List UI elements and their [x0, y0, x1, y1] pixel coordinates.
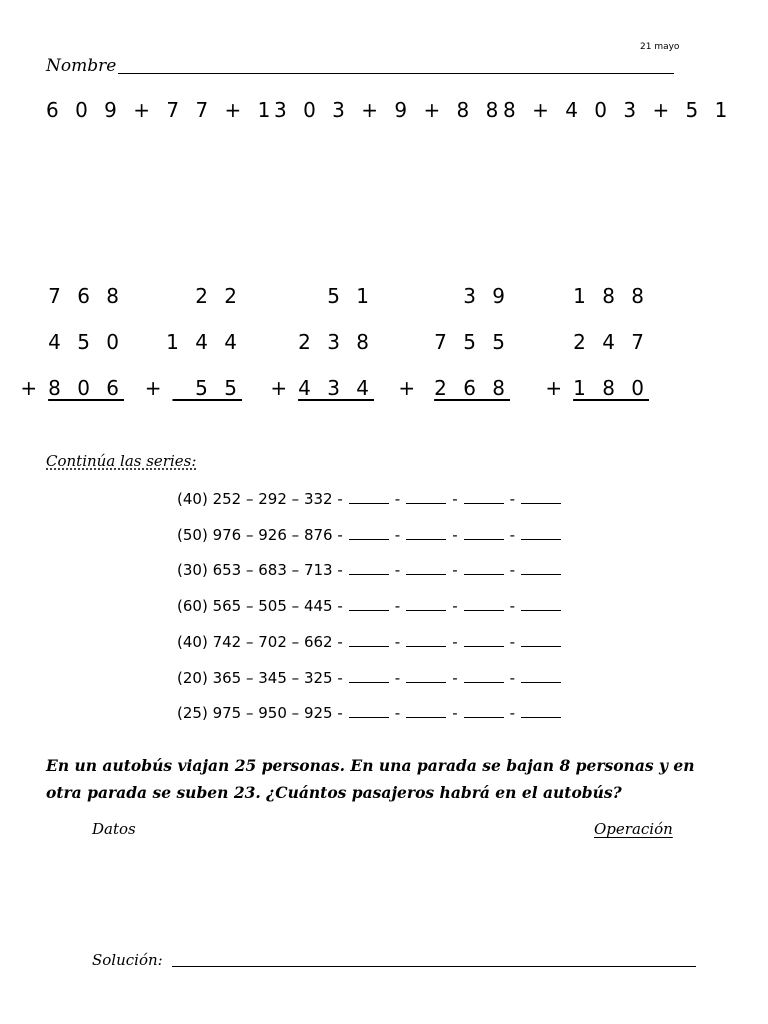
- series-term: 702: [258, 632, 287, 651]
- series-answer-blank[interactable]: [521, 670, 561, 683]
- separator: -: [509, 704, 516, 723]
- horizontal-sum-3: 8 + 4 0 3 + 5 1: [503, 98, 733, 122]
- series-answer-blank[interactable]: [349, 598, 389, 611]
- series-answer-blank[interactable]: [521, 705, 561, 718]
- column-sum-4-addend: 2 6 8: [434, 376, 510, 400]
- column-sum-5-row-3: [519, 376, 649, 400]
- separator: -: [452, 490, 458, 508]
- series-title: Continúa las series:: [46, 452, 197, 470]
- separator: -: [509, 525, 516, 544]
- column-sum-5-row-1: 1 8 8: [573, 284, 649, 308]
- column-sum-2-row-2: 1 4 4: [166, 330, 242, 354]
- series-answer-blank[interactable]: [349, 670, 389, 683]
- separator: -: [332, 668, 343, 687]
- column-sum-5-addend: 1 8 0: [573, 376, 649, 400]
- series-term: 742: [212, 632, 242, 651]
- series-term: 976: [212, 525, 242, 544]
- series-row: [177, 633, 567, 651]
- series-answer-blank[interactable]: [349, 562, 389, 575]
- separator: -: [332, 632, 343, 651]
- series-answer-blank[interactable]: [406, 634, 446, 647]
- series-answer-blank[interactable]: [521, 491, 561, 504]
- separator: –: [241, 561, 259, 580]
- separator: -: [452, 668, 458, 687]
- separator: –: [241, 490, 259, 508]
- column-sum-3-row-1: 5 1: [327, 284, 374, 308]
- column-sum-2-row-3: [112, 376, 242, 400]
- series-term: 662: [303, 632, 333, 651]
- series-term: 653: [212, 561, 242, 580]
- separator: –: [241, 668, 259, 687]
- separator: -: [394, 704, 401, 723]
- series-step: (40): [177, 632, 208, 651]
- column-sum-2-row-1: 2 2: [195, 284, 242, 308]
- separator: -: [332, 597, 343, 616]
- series-term: 565: [212, 597, 242, 616]
- horizontal-sum-1: 6 0 9 + 7 7 + 1: [46, 98, 276, 122]
- series-term: 292: [258, 490, 287, 508]
- column-sum-3-row-3: [244, 376, 374, 400]
- series-row: [177, 490, 567, 508]
- series-step: (50): [177, 525, 208, 544]
- column-sum-4-row-2: 7 5 5: [434, 330, 510, 354]
- separator: –: [241, 597, 259, 616]
- separator: -: [332, 525, 343, 544]
- separator: –: [286, 704, 304, 723]
- series-row: [177, 669, 567, 687]
- column-sum-1-addend: 8 0 6: [48, 376, 124, 400]
- name-label: Nombre: [46, 56, 117, 76]
- series-answer-blank[interactable]: [464, 670, 504, 683]
- series-answer-blank[interactable]: [521, 527, 561, 540]
- column-sum-2-addend: 5 5: [172, 376, 242, 400]
- series-answer-blank[interactable]: [464, 705, 504, 718]
- date-label: 21 mayo: [640, 42, 680, 52]
- series-step: (40): [177, 490, 208, 508]
- separator: –: [286, 525, 304, 544]
- separator: -: [394, 561, 401, 580]
- separator: -: [452, 561, 458, 580]
- series-term: 332: [303, 490, 333, 508]
- separator: –: [241, 632, 259, 651]
- column-sum-3-addend: 4 3 4: [298, 376, 374, 400]
- separator: -: [332, 704, 343, 723]
- series-answer-blank[interactable]: [349, 527, 389, 540]
- separator: -: [394, 597, 401, 616]
- separator: -: [452, 632, 458, 651]
- horizontal-sum-2: 3 0 3 + 9 + 8 8: [274, 98, 504, 122]
- series-term: 925: [303, 704, 333, 723]
- separator: -: [332, 561, 343, 580]
- separator: -: [394, 668, 401, 687]
- series-answer-blank[interactable]: [406, 670, 446, 683]
- series-answer-blank[interactable]: [349, 491, 389, 504]
- separator: –: [286, 668, 304, 687]
- series-term: 876: [303, 525, 333, 544]
- plus-sign: +: [270, 376, 293, 400]
- separator: -: [509, 597, 516, 616]
- name-answer-line[interactable]: [118, 73, 674, 74]
- series-term: 683: [258, 561, 287, 580]
- separator: -: [509, 632, 516, 651]
- series-term: 926: [258, 525, 287, 544]
- operacion-label: Operación: [594, 820, 673, 838]
- series-term: 505: [258, 597, 287, 616]
- column-sum-1-row-3: [0, 376, 124, 400]
- series-answer-blank[interactable]: [464, 598, 504, 611]
- series-answer-blank[interactable]: [349, 705, 389, 718]
- column-sum-5-row-2: 2 4 7: [573, 330, 649, 354]
- series-answer-blank[interactable]: [521, 598, 561, 611]
- series-answer-blank[interactable]: [406, 598, 446, 611]
- series-row: [177, 597, 567, 615]
- separator: –: [286, 561, 304, 580]
- series-row: [177, 526, 567, 544]
- series-term: 345: [258, 668, 287, 687]
- series-answer-blank[interactable]: [406, 527, 446, 540]
- plus-sign: +: [545, 376, 568, 400]
- separator: -: [509, 490, 516, 508]
- plus-sign: +: [20, 376, 43, 400]
- series-answer-blank[interactable]: [406, 491, 446, 504]
- word-problem-text: En un autobús viajan 25 personas. En una parada se bajan 8 personas y en otra parada se suben 23. ¿Cuántos pasajeros habrá en el autobús?: [46, 756, 695, 802]
- series-answer-blank[interactable]: [521, 634, 561, 647]
- plus-sign: +: [144, 376, 167, 400]
- series-step: (20): [177, 668, 208, 687]
- datos-label: Datos: [92, 820, 136, 838]
- series-term: 365: [212, 668, 242, 687]
- series-answer-blank[interactable]: [521, 562, 561, 575]
- series-term: 325: [303, 668, 333, 687]
- separator: -: [452, 704, 458, 723]
- separator: -: [394, 490, 401, 508]
- series-row: [177, 704, 567, 722]
- separator: -: [394, 525, 401, 544]
- separator: –: [286, 597, 304, 616]
- separator: -: [394, 632, 401, 651]
- series-term: 713: [303, 561, 333, 580]
- series-answer-blank[interactable]: [349, 634, 389, 647]
- series-step: (30): [177, 561, 208, 580]
- separator: –: [241, 525, 259, 544]
- column-sum-3-row-2: 2 3 8: [298, 330, 374, 354]
- separator: -: [332, 490, 343, 508]
- series-answer-blank[interactable]: [464, 491, 504, 504]
- series-answer-blank[interactable]: [406, 562, 446, 575]
- series-term: 975: [212, 704, 242, 723]
- plus-sign: +: [398, 376, 421, 400]
- column-sum-1-row-2: 4 5 0: [48, 330, 124, 354]
- solucion-label: Solución:: [92, 951, 163, 969]
- series-term: 445: [303, 597, 333, 616]
- separator: -: [452, 525, 458, 544]
- separator: -: [509, 668, 516, 687]
- separator: -: [452, 597, 458, 616]
- series-step: (25): [177, 704, 208, 723]
- series-answer-blank[interactable]: [464, 634, 504, 647]
- separator: –: [286, 490, 304, 508]
- column-sum-4-row-3: [380, 376, 510, 400]
- series-answer-blank[interactable]: [406, 705, 446, 718]
- series-term: 252: [212, 490, 242, 508]
- series-answer-blank[interactable]: [464, 527, 504, 540]
- solucion-answer-line[interactable]: [172, 966, 696, 967]
- separator: –: [286, 632, 304, 651]
- series-step: (60): [177, 597, 208, 616]
- series-row: [177, 561, 567, 579]
- column-sum-4-row-1: 3 9: [463, 284, 510, 308]
- separator: –: [241, 704, 259, 723]
- series-answer-blank[interactable]: [464, 562, 504, 575]
- column-sum-1-row-1: 7 6 8: [48, 284, 124, 308]
- series-term: 950: [258, 704, 287, 723]
- separator: -: [509, 561, 516, 580]
